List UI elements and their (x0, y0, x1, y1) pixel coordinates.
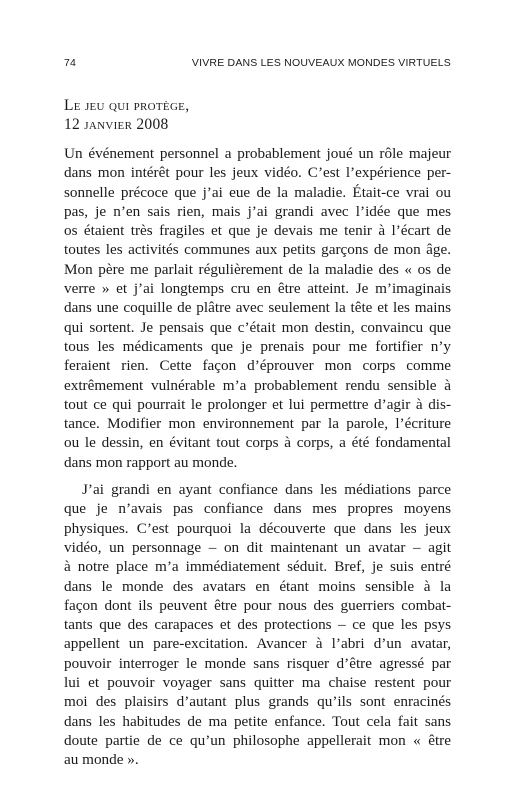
text-line: à notre place m’a immédiatement séduit. Bref, je suis entré (64, 558, 451, 576)
text-line: lui et pouvoir voyager sans quitter ma chaise restent pour (64, 674, 451, 692)
text-line: Mon père me parlait régulièrement de la maladie des « os de (64, 260, 451, 278)
text-line: sonnelle précoce que j’ai eue de la maladie. Était-ce vrai ou (64, 183, 451, 201)
text-line: ou le dessin, en évitant tout corps à corps, a été fondamental (64, 434, 451, 452)
text-line: dans mon intérêt pour les jeux vidéo. C’est l’expérience per- (64, 164, 451, 182)
text-line: qui sortent. Je pensais que c’était mon destin, convaincu que (64, 318, 451, 336)
text-line: tance. Modifier mon environnement par la parole, l’écriture (64, 415, 451, 433)
page-number: 74 (64, 57, 77, 69)
text-line: Un événement personnel a probablement joué un rôle majeur (64, 145, 451, 162)
section-heading (64, 96, 451, 134)
text-line: au monde ». (64, 751, 139, 769)
text-line: toutes les activités communes aux petits garçons de mon âge. (64, 241, 451, 259)
body-text (64, 144, 451, 770)
text-line: dans une coquille de plâtre avec seulement la tête et les mains (64, 299, 451, 317)
paragraph-gap (64, 472, 451, 480)
text-line: verre » et j’ai longtemps cru en être atteint. Je m’imaginais (64, 280, 451, 298)
book-page (64, 0, 451, 800)
text-line: dans les habitudes de ma petite enfance. Tout cela fait sans (64, 712, 451, 730)
paragraph (64, 144, 451, 472)
text-line: tout ce qui pourrait le prolonger et lui permettre d’agir à dis- (64, 395, 451, 413)
paragraph (64, 480, 451, 769)
text-line: pouvoir interroger le monde sans risquer d’être agressé par (64, 654, 451, 672)
text-line: pas, je n’en sais rien, mais j’ai grandi avec l’idée que mes (64, 202, 451, 220)
text-line: extrêmement vulnérable m’a probablement rendu sensible à (64, 376, 451, 394)
text-line: tous les médicaments que je prenais pour me fortifier n’y (64, 337, 451, 355)
text-line: doute partie de ce qu’un philosophe appellerait mon « être (64, 731, 451, 749)
text-line: vidéo, un personnage – on dit maintenant un avatar – agit (64, 538, 451, 556)
text-line: os étaient très fragiles et que je devais me tenir à l’écart de (64, 222, 451, 240)
section-date: 12 janvier 2008 (64, 116, 169, 133)
text-line: façon dont ils peuvent être pour nous des guerriers combat- (64, 596, 451, 614)
running-title: VIVRE DANS LES NOUVEAUX MONDES VIRTUELS (191, 57, 451, 69)
text-line: feraient rien. Cette façon d’éprouver mon corps comme (64, 357, 451, 375)
text-line: physiques. C’est pourquoi la découverte que dans les jeux (64, 519, 451, 537)
text-line: dans le monde des avatars en étant moins sensible à la (64, 577, 451, 595)
text-line: que je n’avais pas confiance dans mes propres moyens (64, 500, 451, 518)
text-line: tants que des carapaces et des protections – ce que les psys (64, 616, 451, 634)
text-line: J’ai grandi en ayant confiance dans les médiations parce (82, 481, 451, 499)
text-line: dans mon rapport au monde. (64, 453, 238, 471)
text-line: moi des plaisirs d’autant plus grands qu’ils sont enracinés (64, 693, 451, 711)
section-title: Le jeu qui protège, (64, 97, 190, 114)
text-line: appellent un pare-excitation. Avancer à l’abri d’un avatar, (64, 635, 451, 653)
